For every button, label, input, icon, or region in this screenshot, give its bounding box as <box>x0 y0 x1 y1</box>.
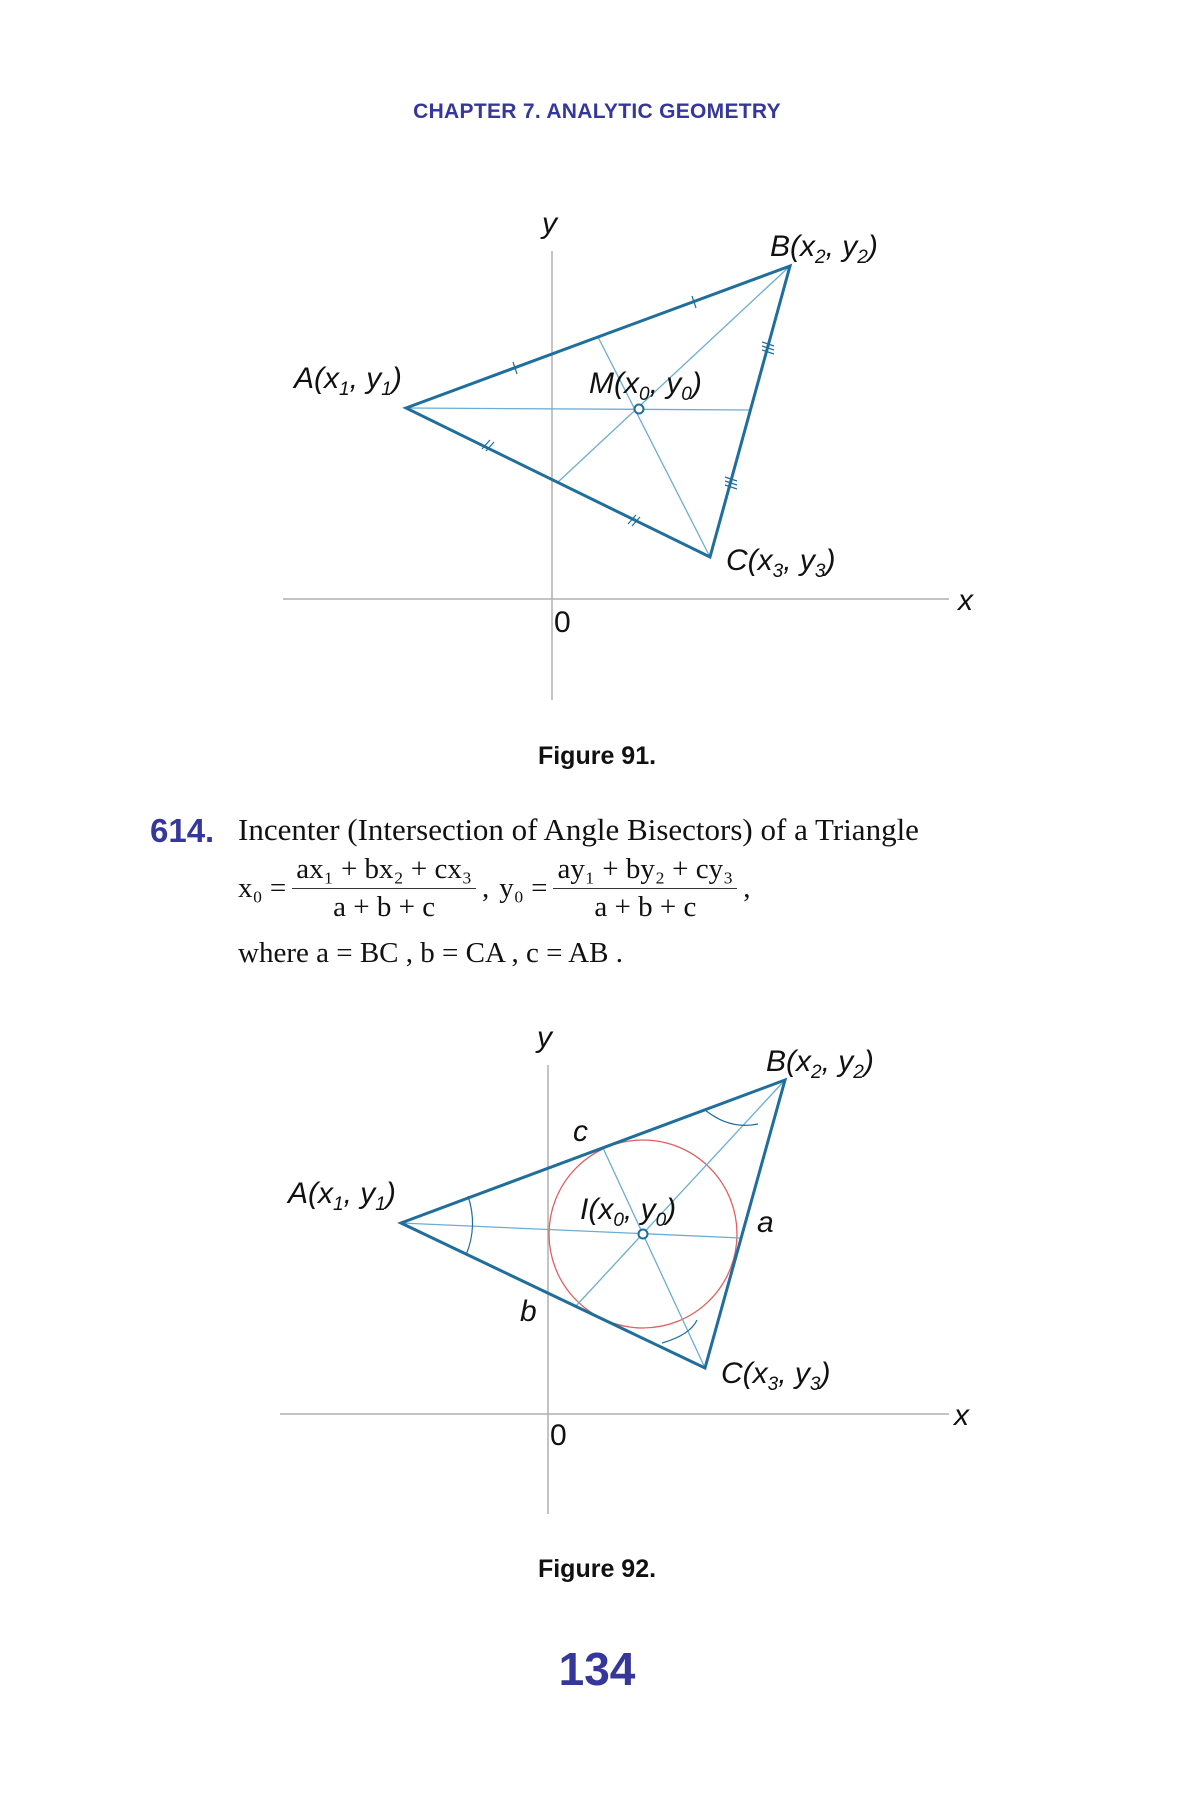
y-axis-label: y <box>542 207 557 240</box>
y0-lhs: y₀ = <box>499 872 548 904</box>
x0-denominator: a + b + c <box>333 891 436 923</box>
origin-label: 0 <box>550 1419 567 1452</box>
side-c-label: c <box>573 1115 588 1148</box>
figure-92 <box>280 1021 970 1514</box>
bisector-a <box>401 1223 741 1238</box>
separator: , <box>482 872 490 904</box>
incenter-formula <box>238 853 751 924</box>
item-title: Incenter (Intersection of Angle Bisectors) of a Triangle <box>238 812 919 847</box>
centroid-label: $M(x_0$, $y_0$) <box>589 367 702 405</box>
vertex-c-label: $C(x_3$, $y_3$) <box>726 544 836 582</box>
incenter-point <box>639 1230 648 1239</box>
page-number: 134 <box>558 1643 636 1695</box>
y0-denominator: a + b + c <box>594 891 697 923</box>
figure-91 <box>283 207 974 700</box>
x0-lhs: x₀ = <box>238 872 287 904</box>
chapter-header: CHAPTER 7. ANALYTIC GEOMETRY <box>413 100 781 123</box>
y-axis-label: y <box>537 1021 552 1054</box>
side-a-label: a <box>757 1206 774 1239</box>
vertex-a-label: $A(x_1$, $y_1$) <box>294 362 402 400</box>
x0-numerator: ax₁ + bx₂ + cx₃ <box>292 853 476 889</box>
triangle-abc <box>406 266 790 557</box>
item-number: 614. <box>150 812 215 849</box>
median-a <box>406 408 750 410</box>
side-b-label: b <box>520 1295 537 1328</box>
vertex-c-label: $C(x_3$, $y_3$) <box>721 1357 831 1395</box>
centroid-point <box>635 405 644 414</box>
incenter-label: $I(x_0$, $y_0$) <box>580 1193 677 1231</box>
y0-fraction <box>553 853 737 924</box>
figure-91-caption: Figure 91. <box>537 742 657 770</box>
figure-92-caption: Figure 92. <box>537 1555 657 1583</box>
y0-numerator: ay₁ + by₂ + cy₃ <box>553 853 737 889</box>
x-axis-label: x <box>958 584 973 617</box>
x0-fraction <box>292 853 476 924</box>
x-axis-label: x <box>954 1399 969 1432</box>
origin-label: 0 <box>554 606 571 639</box>
formula-end: , <box>743 872 751 904</box>
tick-marks <box>482 296 774 526</box>
vertex-a-label: $A(x_1$, $y_1$) <box>288 1177 396 1215</box>
vertex-b-label: $B(x_2$, $y_2$) <box>770 230 878 268</box>
vertex-b-label: $B(x_2$, $y_2$) <box>766 1045 874 1083</box>
bisector-c <box>603 1148 705 1368</box>
where-clause: where a = BC , b = CA , c = AB . <box>238 937 623 969</box>
